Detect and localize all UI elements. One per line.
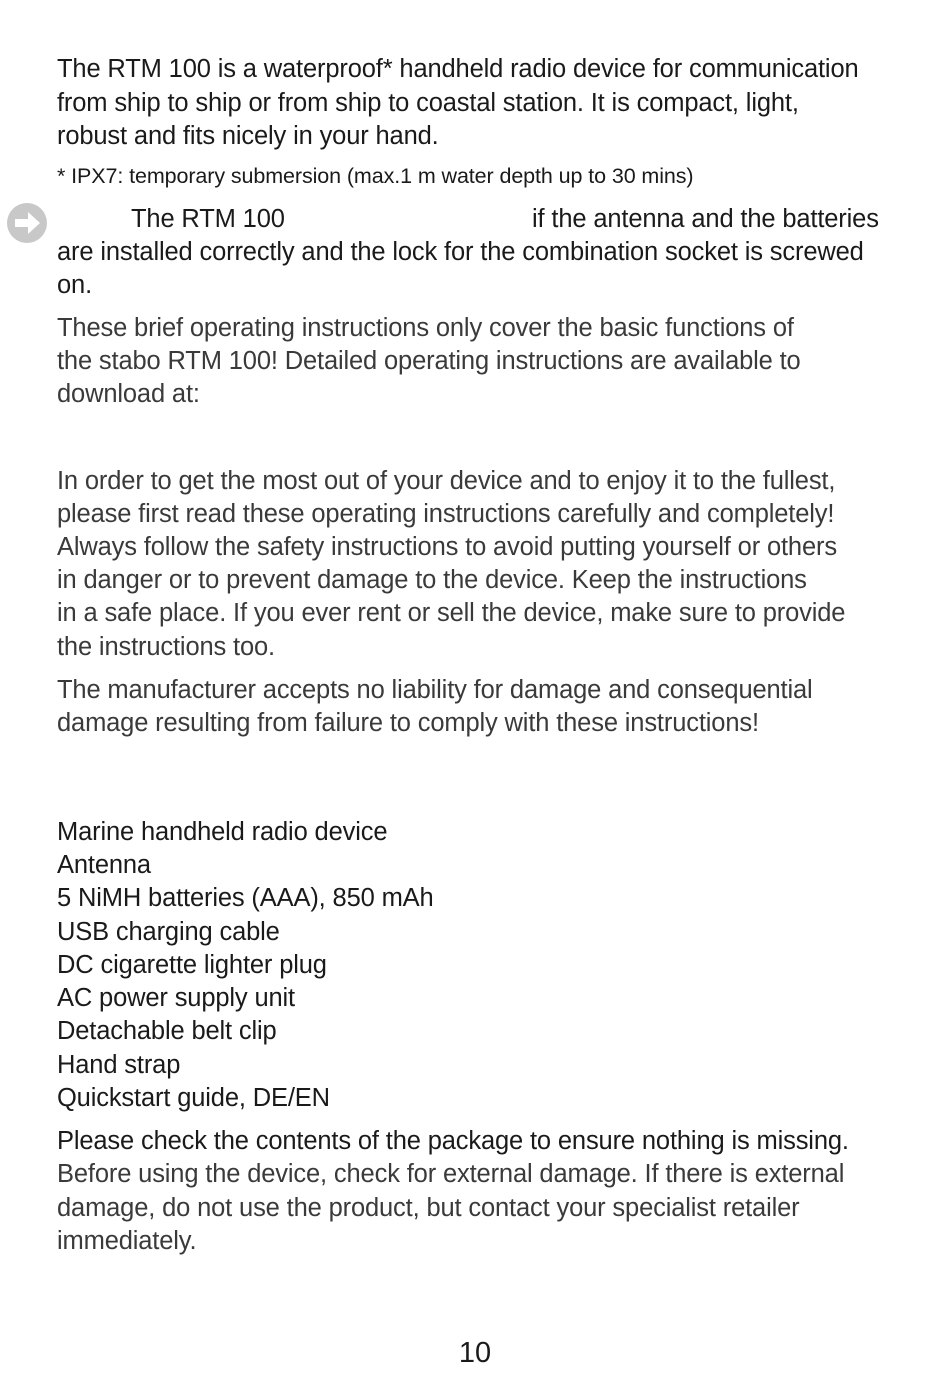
arrow-right-circle-icon bbox=[6, 202, 48, 244]
check-line: immediately. bbox=[57, 1227, 197, 1255]
liability-line: damage resulting from failure to comply with these instructions! bbox=[57, 709, 759, 737]
safety-line: in a safe place. If you ever rent or sell the device, make sure to provide bbox=[57, 599, 846, 627]
brief-line: download at: bbox=[57, 380, 200, 408]
liability-line: The manufacturer accepts no liability for damage and consequential bbox=[57, 676, 813, 704]
safety-line: the instructions too. bbox=[57, 633, 275, 661]
intro-line: The RTM 100 is a waterproof* handheld radio device for communication bbox=[57, 55, 859, 83]
note-segment-b: if the antenna and the batteries bbox=[532, 205, 879, 233]
intro-line: from ship to ship or from ship to coastal station. It is compact, light, bbox=[57, 89, 799, 117]
list-item: Detachable belt clip bbox=[57, 1017, 277, 1045]
intro-line: robust and fits nicely in your hand. bbox=[57, 122, 439, 150]
ipx7-footnote: * IPX7: temporary submersion (max.1 m water depth up to 30 mins) bbox=[57, 164, 694, 188]
list-item: USB charging cable bbox=[57, 918, 280, 946]
list-item: AC power supply unit bbox=[57, 984, 295, 1012]
note-line: are installed correctly and the lock for the combination socket is screwed bbox=[57, 238, 864, 266]
list-item: Marine handheld radio device bbox=[57, 818, 388, 846]
note-line: on. bbox=[57, 271, 92, 299]
check-line: Before using the device, check for external damage. If there is external bbox=[57, 1160, 845, 1188]
check-line: damage, do not use the product, but contact your specialist retailer bbox=[57, 1194, 800, 1222]
page-number: 10 bbox=[458, 1337, 492, 1369]
list-item: DC cigarette lighter plug bbox=[57, 951, 327, 979]
safety-line: in danger or to prevent damage to the device. Keep the instructions bbox=[57, 566, 807, 594]
safety-line: In order to get the most out of your device and to enjoy it to the fullest, bbox=[57, 467, 836, 495]
note-segment-a: The RTM 100 bbox=[131, 205, 285, 233]
list-item: Antenna bbox=[57, 851, 151, 879]
list-item: 5 NiMH batteries (AAA), 850 mAh bbox=[57, 884, 434, 912]
safety-line: please first read these operating instructions carefully and completely! bbox=[57, 500, 835, 528]
brief-line: These brief operating instructions only cover the basic functions of bbox=[57, 314, 794, 342]
safety-line: Always follow the safety instructions to avoid putting yourself or others bbox=[57, 533, 837, 561]
list-item: Quickstart guide, DE/EN bbox=[57, 1084, 330, 1112]
brief-line: the stabo RTM 100! Detailed operating instructions are available to bbox=[57, 347, 801, 375]
list-item: Hand strap bbox=[57, 1051, 181, 1079]
check-line: Please check the contents of the package to ensure nothing is missing. bbox=[57, 1127, 849, 1155]
